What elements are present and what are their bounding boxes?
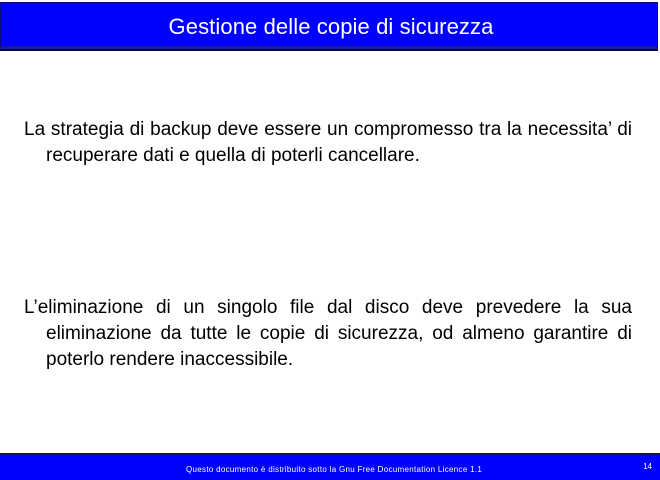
slide-title: Gestione delle copie di sicurezza (168, 14, 494, 39)
license-notice: Questo documento è distribuito sotto la Gnu Free Documentation Licence 1.1 (186, 465, 483, 474)
title-bar (0, 2, 658, 51)
footer-bar (0, 453, 660, 480)
paragraph-backup-strategy: La strategia di backup deve essere un compromesso tra la necessita’ di recuperare dati e quella di poterli cancellare. (24, 119, 632, 166)
page-number: 14 (643, 462, 652, 471)
paragraph-file-deletion: L’eliminazione di un singolo file dal disco deve prevedere la sua eliminazione da tutte le copie di sicurezza, od almeno garantire di poterlo rendere inaccessibile. (24, 297, 632, 370)
